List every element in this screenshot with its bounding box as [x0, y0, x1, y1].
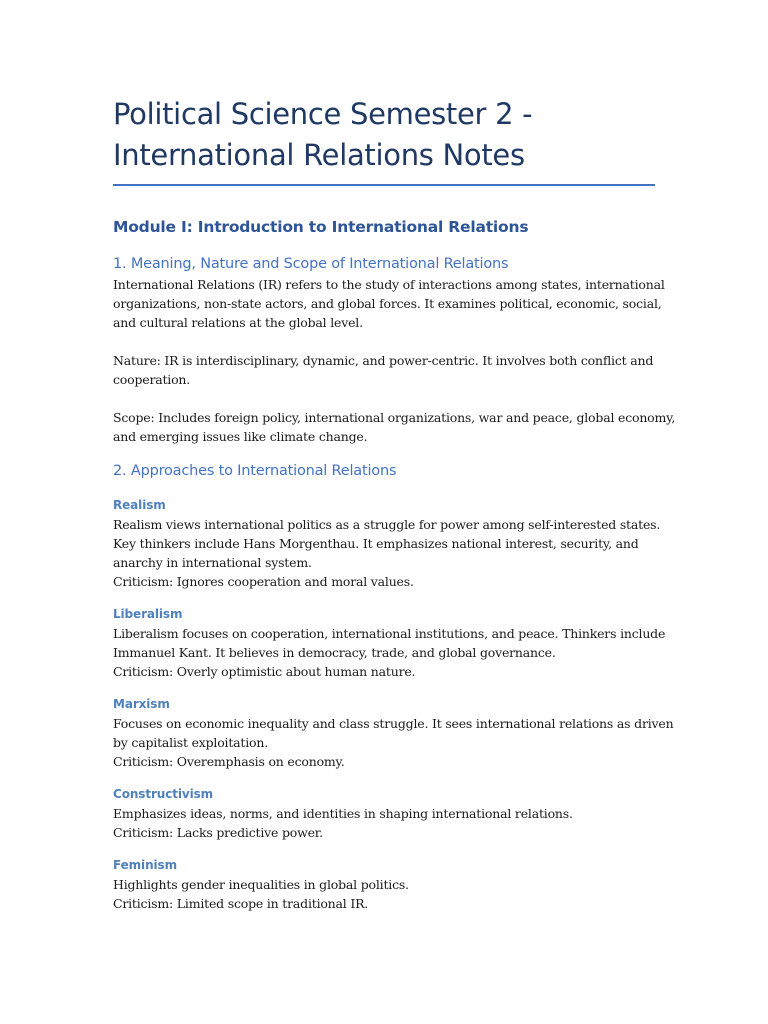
text-line: Emphasizes ideas, norms, and identities in shaping international relations.	[113, 806, 573, 821]
text-line: and cultural relations at the global level.	[113, 315, 363, 330]
text-line: Scope: Includes foreign policy, international organizations, war and peace, global economy,	[113, 410, 676, 425]
approach-heading-marxism: Marxism	[113, 697, 170, 711]
text-line: and emerging issues like climate change.	[113, 429, 368, 444]
text-line: Focuses on economic inequality and class struggle. It sees international relations as driven	[113, 716, 674, 731]
title-underline	[113, 184, 655, 186]
document-page	[113, 94, 676, 913]
text-line: Highlights gender inequalities in global politics.	[113, 877, 409, 892]
text-line: Criticism: Ignores cooperation and moral values.	[113, 574, 414, 589]
text-line: Liberalism focuses on cooperation, international institutions, and peace. Thinkers include	[113, 626, 666, 641]
paragraph-definition	[113, 275, 665, 332]
section-heading-approaches: 2. Approaches to International Relations	[113, 463, 397, 479]
approach-text-marxism	[113, 714, 674, 771]
text-line: Criticism: Overemphasis on economy.	[113, 754, 345, 769]
approach-heading-feminism: Feminism	[113, 858, 177, 872]
approach-text-constructivism	[113, 804, 655, 842]
approach-heading-realism: Realism	[113, 498, 166, 512]
document-title-line: International Relations Notes	[113, 138, 525, 172]
approach-text-realism	[113, 515, 661, 591]
text-line: Nature: IR is interdisciplinary, dynamic, and power-centric. It involves both conflict and	[113, 353, 654, 368]
text-line: Key thinkers include Hans Morgenthau. It emphasizes national interest, security, and	[113, 536, 639, 551]
text-line: International Relations (IR) refers to the study of interactions among states, international	[113, 277, 665, 292]
paragraph-scope	[113, 408, 676, 446]
text-line: Criticism: Overly optimistic about human nature.	[113, 664, 416, 679]
text-line: Immanuel Kant. It believes in democracy, trade, and global governance.	[113, 645, 556, 660]
text-line: anarchy in international system.	[113, 555, 312, 570]
approach-text-feminism	[113, 875, 655, 913]
module-heading: Module I: Introduction to International Relations	[113, 218, 529, 236]
section-heading-meaning: 1. Meaning, Nature and Scope of International Relations	[113, 256, 509, 272]
document-title-line: Political Science Semester 2 -	[113, 97, 533, 131]
text-line: Criticism: Limited scope in traditional IR.	[113, 896, 369, 911]
approach-heading-constructivism: Constructivism	[113, 787, 214, 801]
text-line: Realism views international politics as a struggle for power among self-interested states.	[113, 517, 661, 532]
approach-text-liberalism	[113, 624, 666, 681]
document-title	[113, 94, 655, 176]
approach-heading-liberalism: Liberalism	[113, 607, 183, 621]
text-line: organizations, non-state actors, and global forces. It examines political, economic, social,	[113, 296, 662, 311]
text-line: by capitalist exploitation.	[113, 735, 268, 750]
text-line: cooperation.	[113, 372, 191, 387]
paragraph-nature	[113, 351, 655, 389]
text-line: Criticism: Lacks predictive power.	[113, 825, 323, 840]
